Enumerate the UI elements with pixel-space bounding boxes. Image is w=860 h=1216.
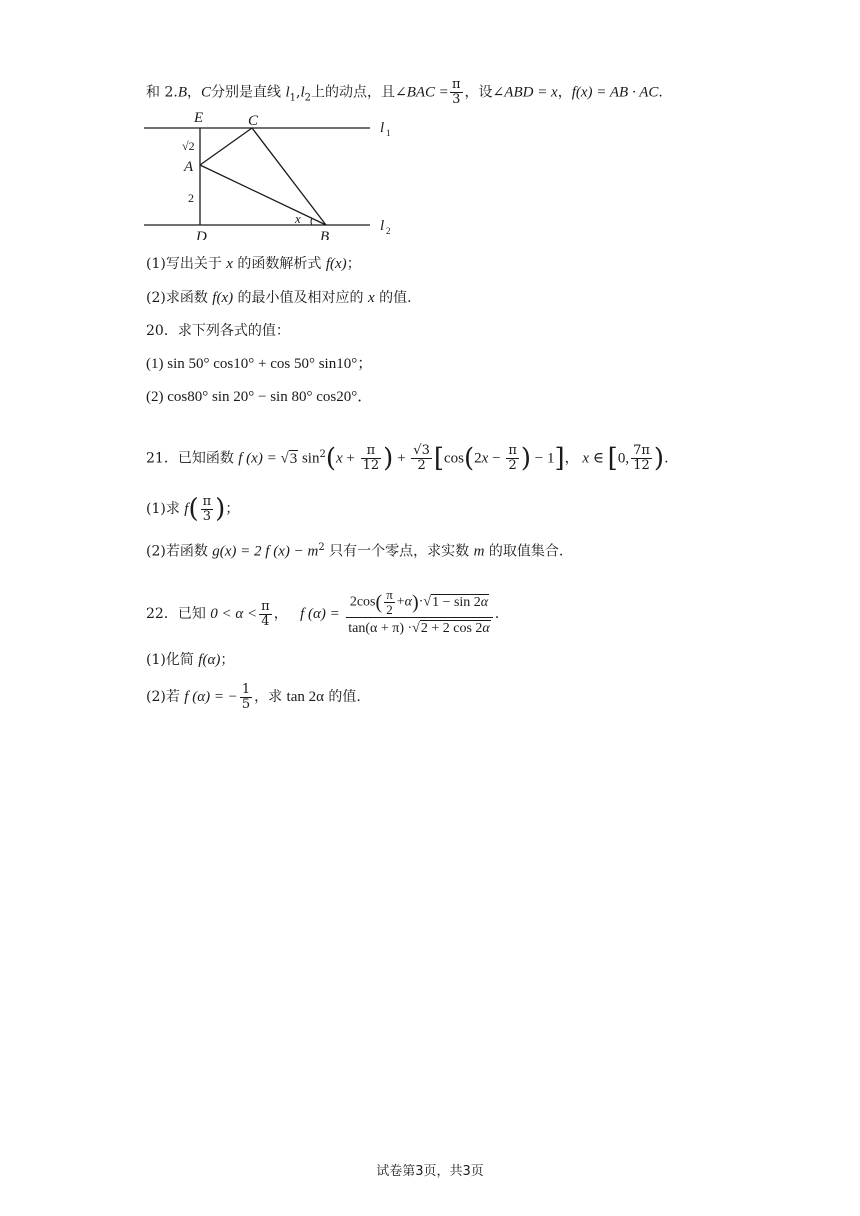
- q19-intro: 和 2.B，C分别是直线 $l_1,l_2$上的动点，且∠BAC = $\frac{\pi}{3}$ ，设∠ABD = x，f(x) = AB · AC.: [146, 77, 663, 107]
- label-l2-sub: 2: [386, 226, 391, 236]
- q22-stem: 22．已知 0 < α < $\frac{\pi}{4}$ ， f (α) = 2cos( $\frac{\pi}{2}$ +α)·√1 − sin 2α tan(α + π) ·√2 + 2 cos 2α .: [146, 587, 500, 636]
- label-l2: l: [380, 218, 385, 234]
- q21-part2: (2)若函数 g(x) = 2 f $(x) - m^2$ 只有一个零点，求实数 m 的取值集合.: [146, 542, 564, 560]
- q19-text: 分别是直线: [211, 84, 281, 101]
- f-definition: f(x) = AB · AC: [571, 84, 659, 101]
- q19-text: ，设∠: [464, 84, 505, 101]
- angle-x-arc: [311, 218, 312, 225]
- q22-part2: (2)若 f (α) = − $\frac{1}{5}$ ，求 tan 2α 的值.: [146, 681, 361, 712]
- label-c: C: [248, 113, 259, 129]
- label-sqrt2: √2: [182, 139, 195, 153]
- q19-text: ，: [186, 84, 201, 101]
- point-c: C: [200, 84, 211, 101]
- line-l1: l: [285, 84, 290, 101]
- label-two: 2: [188, 191, 194, 205]
- label-e: E: [194, 110, 204, 126]
- segment-ac: [200, 128, 252, 165]
- q19-text: ，: [557, 84, 572, 101]
- label-l1: l: [380, 120, 385, 136]
- q19-text: 上的动点，且∠: [311, 84, 407, 101]
- line-l2: l: [300, 84, 305, 101]
- q20-title: 20．求下列各式的值：: [146, 323, 290, 339]
- label-l1-sub: 1: [386, 128, 391, 138]
- q21-stem: 21．已知函数 f (x) = √3 $\sin^2(x$ + $\frac{\pi}{12}$ ) + $\frac{√3}{2}$ [cos(2x − $\frac{\pi}{2}$ ) − 1]， x ∈ [0, $\frac{7\pi}{12}$ ).: [146, 443, 669, 474]
- segment-cb: [252, 128, 326, 225]
- angle-bac: BAC: [406, 84, 436, 101]
- geometry-figure: [142, 108, 402, 240]
- q21-part1: (1)求 f( $\frac{\pi}{3}$ )；: [146, 493, 240, 524]
- q20-part1: (1) sin 50° cos10° + cos 50° sin10°；: [146, 356, 373, 372]
- label-x: x: [295, 211, 301, 226]
- label-d: D: [196, 229, 207, 240]
- label-a: A: [184, 159, 194, 175]
- q22-part1: (1)化简 f(α)；: [146, 652, 235, 668]
- q19-part1: (1)写出关于 x 的函数解析式 f(x)；: [146, 256, 361, 272]
- q20-part2: (2) cos80° sin 20° − sin 80° cos20°．: [146, 389, 373, 405]
- q19-part2: (2)求函数 f(x) 的最小值及相对应的 x 的值.: [146, 290, 412, 306]
- q19-text: 和 2.: [146, 84, 178, 101]
- page-footer: 试卷第3页，共3页: [376, 1164, 484, 1179]
- angle-abd: ABD = x: [504, 84, 558, 101]
- point-b: B: [177, 84, 187, 101]
- label-b: B: [320, 229, 330, 240]
- segment-ab: [200, 165, 326, 225]
